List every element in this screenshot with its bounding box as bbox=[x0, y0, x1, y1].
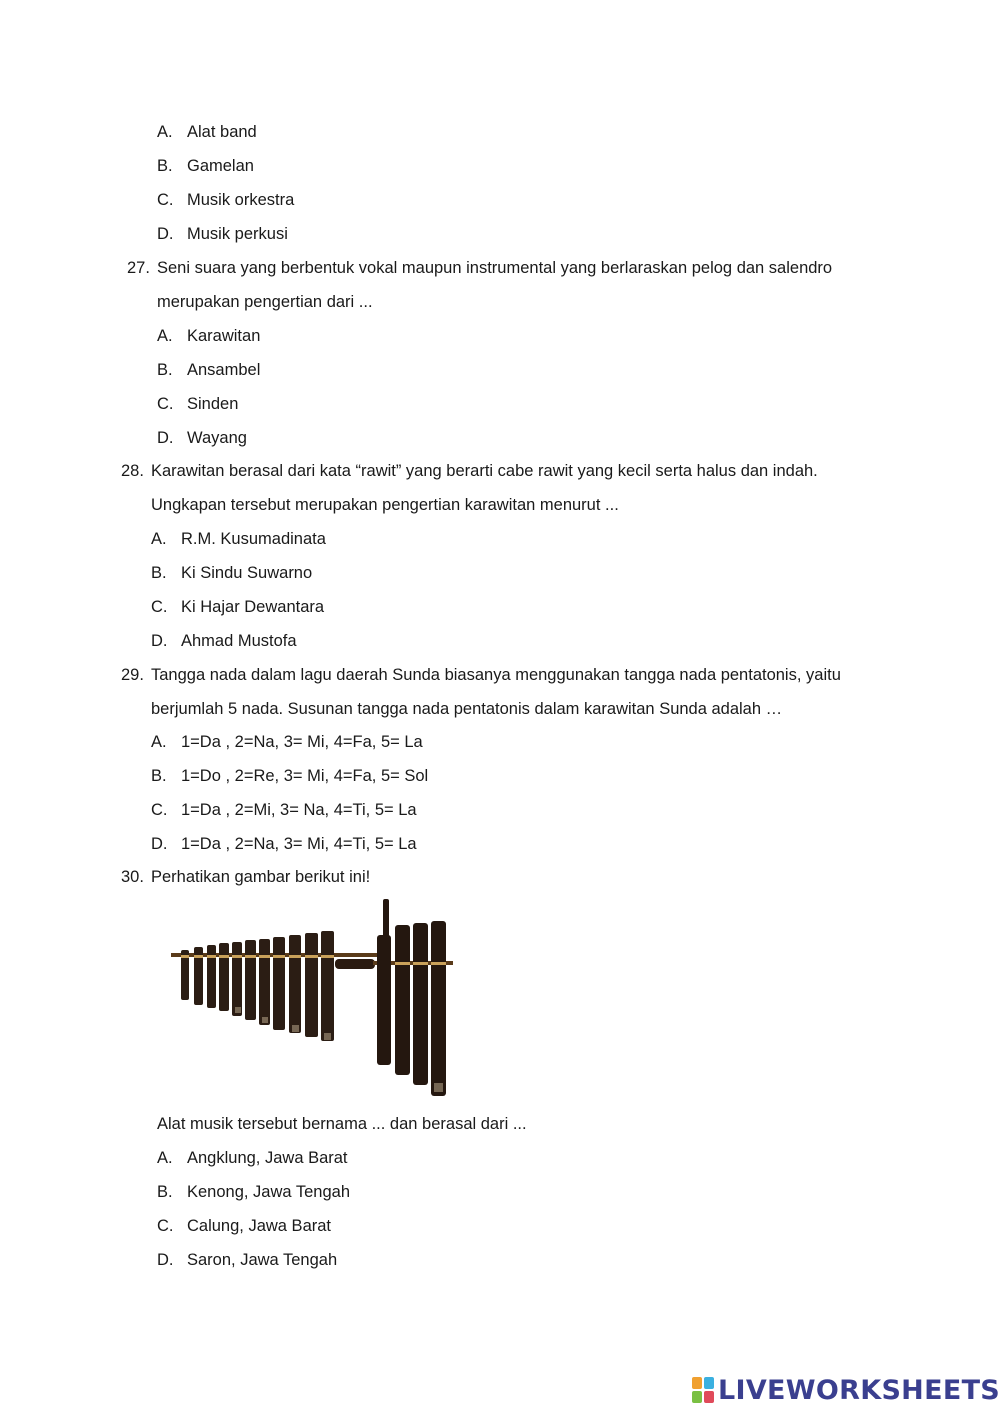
option-text: Sinden bbox=[187, 395, 239, 413]
option-text: Kenong, Jawa Tengah bbox=[187, 1183, 350, 1201]
option-letter: A. bbox=[157, 123, 173, 141]
tube-ends bbox=[235, 1007, 443, 1092]
q30-option-c[interactable] bbox=[157, 1215, 331, 1237]
option-text: Saron, Jawa Tengah bbox=[187, 1251, 338, 1269]
option-text: Ansambel bbox=[187, 361, 261, 379]
option-letter: D. bbox=[157, 225, 174, 243]
option-letter: D. bbox=[151, 835, 168, 853]
option-text: Musik perkusi bbox=[187, 225, 288, 243]
q30-option-d[interactable] bbox=[157, 1249, 337, 1271]
option-letter: D. bbox=[157, 1251, 174, 1269]
option-text: R.M. Kusumadinata bbox=[181, 530, 326, 548]
q30-number: 30. bbox=[121, 868, 144, 886]
option-letter: C. bbox=[157, 1217, 174, 1235]
logo-square bbox=[704, 1377, 714, 1389]
tubes-right bbox=[377, 899, 446, 1096]
option-letter: A. bbox=[151, 733, 167, 751]
option-letter: C. bbox=[151, 801, 168, 819]
option-letter: A. bbox=[157, 1149, 173, 1167]
q28-option-a[interactable] bbox=[151, 528, 326, 550]
q29-option-d[interactable] bbox=[151, 833, 417, 855]
option-letter: B. bbox=[157, 1183, 173, 1201]
option-letter: C. bbox=[157, 395, 174, 413]
option-letter: B. bbox=[151, 767, 167, 785]
option-text: Musik orkestra bbox=[187, 191, 295, 209]
q29-text-line1: Tangga nada dalam lagu daerah Sunda biasanya menggunakan tangga nada pentatonis, yaitu bbox=[151, 666, 841, 684]
option-text: 1=Da , 2=Mi, 3= Na, 4=Ti, 5= La bbox=[181, 801, 417, 819]
q28-text-line1: Karawitan berasal dari kata “rawit” yang berarti cabe rawit yang kecil serta halus dan indah. bbox=[151, 462, 818, 480]
q26-option-c[interactable] bbox=[157, 189, 294, 211]
q29-number: 29. bbox=[121, 666, 144, 684]
handle bbox=[335, 959, 375, 969]
q27-text-line2: merupakan pengertian dari ... bbox=[157, 293, 373, 311]
option-text: Gamelan bbox=[187, 157, 254, 175]
q30-text-line2: Alat musik tersebut bernama ... dan berasal dari ... bbox=[157, 1115, 527, 1133]
option-letter: D. bbox=[151, 632, 168, 650]
q29-option-b[interactable] bbox=[151, 765, 428, 787]
tubes-left bbox=[181, 931, 334, 1041]
logo-square bbox=[692, 1377, 702, 1389]
option-text: 1=Do , 2=Re, 3= Mi, 4=Fa, 5= Sol bbox=[181, 767, 429, 785]
option-letter: D. bbox=[157, 429, 174, 447]
q27-option-b[interactable] bbox=[157, 359, 260, 381]
liveworksheets-icon bbox=[692, 1377, 714, 1403]
option-letter: B. bbox=[157, 157, 173, 175]
calung-illustration bbox=[165, 895, 465, 1100]
option-letter: A. bbox=[151, 530, 167, 548]
q30-option-a[interactable] bbox=[157, 1147, 348, 1169]
option-letter: A. bbox=[157, 327, 173, 345]
option-text: Calung, Jawa Barat bbox=[187, 1217, 331, 1235]
q27-number: 27. bbox=[127, 259, 150, 277]
q28-option-c[interactable] bbox=[151, 596, 324, 618]
q26-option-d[interactable] bbox=[157, 223, 288, 245]
option-text: Ki Sindu Suwarno bbox=[181, 564, 313, 582]
calung-image bbox=[165, 895, 465, 1100]
option-text: Angklung, Jawa Barat bbox=[187, 1149, 348, 1167]
option-letter: B. bbox=[151, 564, 167, 582]
option-letter: C. bbox=[151, 598, 168, 616]
q28-text-line2: Ungkapan tersebut merupakan pengertian karawitan menurut ... bbox=[151, 496, 619, 514]
option-text: Ki Hajar Dewantara bbox=[181, 598, 325, 616]
option-text: Alat band bbox=[187, 123, 257, 141]
q29-option-c[interactable] bbox=[151, 799, 417, 821]
q26-option-a[interactable] bbox=[157, 121, 257, 143]
option-letter: C. bbox=[157, 191, 174, 209]
logo-square bbox=[704, 1391, 714, 1403]
option-text: Ahmad Mustofa bbox=[181, 632, 297, 650]
brand-name: LIVEWORKSHEETS bbox=[718, 1374, 1000, 1406]
q28-option-b[interactable] bbox=[151, 562, 312, 584]
q29-text-line2: berjumlah 5 nada. Susunan tangga nada pentatonis dalam karawitan Sunda adalah … bbox=[151, 700, 783, 718]
q28-number: 28. bbox=[121, 462, 144, 480]
q30-text-line1: Perhatikan gambar berikut ini! bbox=[151, 868, 371, 886]
q30-option-b[interactable] bbox=[157, 1181, 350, 1203]
logo-square bbox=[692, 1391, 702, 1403]
q27-text-line1: Seni suara yang berbentuk vokal maupun instrumental yang berlaraskan pelog dan salendro bbox=[157, 259, 833, 277]
option-text: Wayang bbox=[187, 429, 247, 447]
option-text: 1=Da , 2=Na, 3= Mi, 4=Fa, 5= La bbox=[181, 733, 423, 751]
option-text: 1=Da , 2=Na, 3= Mi, 4=Ti, 5= La bbox=[181, 835, 417, 853]
q27-option-c[interactable] bbox=[157, 393, 238, 415]
q26-option-b[interactable] bbox=[157, 155, 254, 177]
q27-option-a[interactable] bbox=[157, 325, 260, 347]
q29-option-a[interactable] bbox=[151, 731, 423, 753]
liveworksheets-logo[interactable] bbox=[692, 1373, 1000, 1407]
q28-option-d[interactable] bbox=[151, 630, 297, 652]
q27-option-d[interactable] bbox=[157, 427, 247, 449]
option-text: Karawitan bbox=[187, 327, 261, 345]
option-letter: B. bbox=[157, 361, 173, 379]
